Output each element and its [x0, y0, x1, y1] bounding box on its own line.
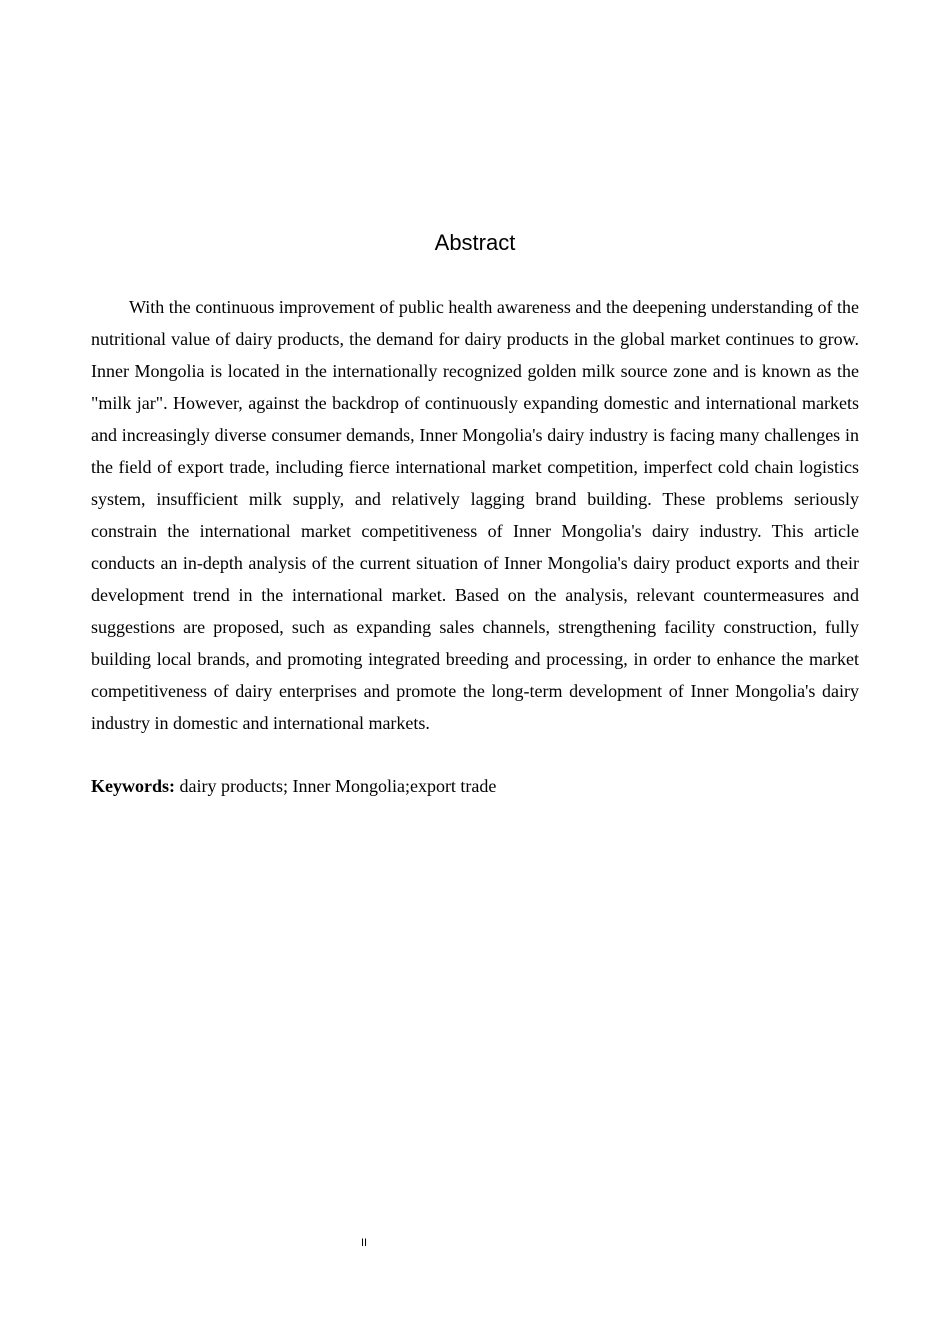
- keywords-label: Keywords:: [91, 776, 175, 796]
- abstract-title: Abstract: [434, 230, 516, 255]
- keywords-line: [91, 770, 859, 802]
- keywords-text: dairy products; Inner Mongolia;export trade: [175, 776, 497, 796]
- page-number: II: [360, 1237, 368, 1249]
- abstract-body: With the continuous improvement of public health awareness and the deepening understanding of the nutritional value of dairy products, the demand for dairy products in the global market continues to grow. Inner Mongolia is located in the internationally recognized golden milk source zone and is known as the "milk jar". However, against the backdrop of continuously expanding domestic and international markets and increasingly diverse consumer demands, Inner Mongolia's dairy industry is facing many challenges in the field of export trade, including fierce international market competition, imperfect cold chain logistics system, insufficient milk supply, and relatively lagging brand building. These problems seriously constrain the international market competitiveness of Inner Mongolia's dairy industry. This article conducts an in-depth analysis of the current situation of Inner Mongolia's dairy product exports and their development trend in the international market. Based on the analysis, relevant countermeasures and suggestions are proposed, such as expanding sales channels, strengthening facility construction, fully building local brands, and promoting integrated breeding and processing, in order to enhance the market competitiveness of dairy enterprises and promote the long-term development of Inner Mongolia's dairy industry in domestic and international markets.: [91, 297, 859, 733]
